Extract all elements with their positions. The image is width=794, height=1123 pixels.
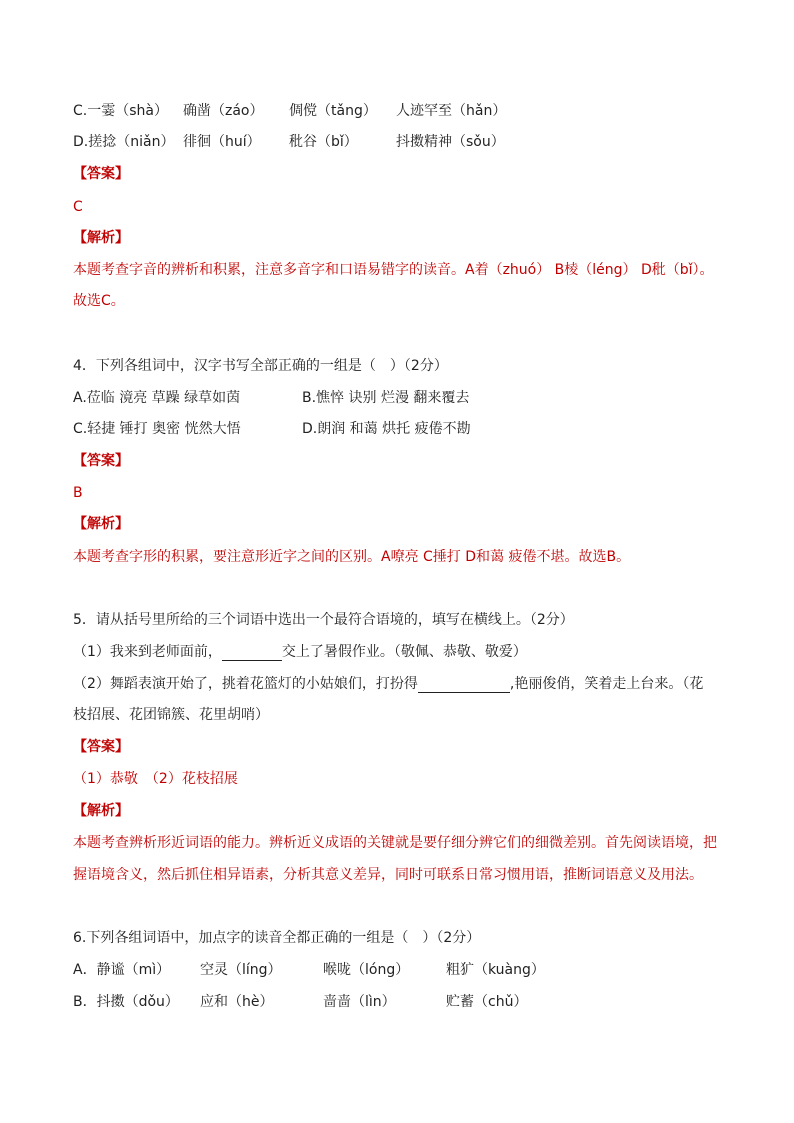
q3-c-item: 倜傥（tǎng） xyxy=(289,103,377,119)
q4-option-a: A.莅临 滰亮 草躁 绿草如茵 xyxy=(73,390,241,406)
q5-analysis-line-1: 本题考查辨析形近词语的能力。辨析近义成语的关键就是要仔细分辨它们的细微差别。首先阅读语境，把 xyxy=(73,835,717,851)
q4-option-d: D.朗润 和蔼 烘托 疲倦不勘 xyxy=(302,421,471,437)
q4-option-c: C.轻捷 锤打 奥密 恍然大悟 xyxy=(73,421,241,437)
q5-s2-before: （2）舞蹈表演开始了，挑着花篮灯的小姑娘们，打扮得 xyxy=(73,676,418,692)
q5-sentence-2-cont: 枝招展、花团锦簇、花里胡哨） xyxy=(73,707,269,723)
q5-s1-after: 交上了暑假作业。（敬佩、恭敬、敬爱） xyxy=(281,644,527,660)
q5-analysis-line-2: 握语境含义，然后抓住相异语素，分析其意义差异，同时可联系日常习惯用语，推断词语意义及用法。 xyxy=(73,867,703,883)
q4-options-cd xyxy=(73,420,471,438)
q5-s2-after: ,艳丽俊俏，笑着走上台来。（花 xyxy=(509,676,704,692)
q5-blank-2[interactable] xyxy=(418,678,510,693)
q6-b-item: 应和（hè） xyxy=(200,994,274,1010)
q3-d-item: 徘徊（huí） xyxy=(183,134,261,150)
q5-sentence-2 xyxy=(73,675,703,693)
q4-analysis-tag: 【解析】 xyxy=(73,516,129,532)
q3-answer-tag: 【答案】 xyxy=(73,166,129,182)
q6-a-item: 喉咙（lóng） xyxy=(323,962,410,978)
q3-analysis-tag: 【解析】 xyxy=(73,230,129,246)
q3-c-item: 确凿（záo） xyxy=(183,103,264,119)
q5-answer-tag: 【答案】 xyxy=(73,739,129,755)
q4-option-b: B.憔悴 诀别 烂漫 翻来覆去 xyxy=(302,390,470,406)
q3-d-item: 抖擞精神（sǒu） xyxy=(396,134,505,150)
q3-option-c xyxy=(73,102,506,120)
q4-answer: B xyxy=(73,485,83,501)
q4-analysis-text: 本题考查字形的积累，要注意形近字之间的区别。A嘹亮 C捶打 D和蔼 疲倦不堪。故选B。 xyxy=(73,549,631,565)
q3-d-item: 秕谷（bǐ） xyxy=(289,134,358,150)
q3-answer: C xyxy=(73,199,83,215)
q6-option-b xyxy=(73,993,527,1011)
q6-a-item: A．静谧（mì） xyxy=(73,962,171,978)
q3-d-item: D.搓捻（niǎn） xyxy=(73,134,175,150)
q5-s1-before: （1）我来到老师面前， xyxy=(73,644,222,660)
q3-c-item: C.一霎（shà） xyxy=(73,103,168,119)
q5-stem: 5．请从括号里所给的三个词语中选出一个最符合语境的，填写在横线上。（2分） xyxy=(73,612,574,628)
q6-b-item: 啬啬（lìn） xyxy=(323,994,396,1010)
q5-sentence-1 xyxy=(73,643,527,661)
q6-stem: 6.下列各组词语中，加点字的读音全都正确的一组是（ ）（2分） xyxy=(73,930,481,946)
q3-option-d xyxy=(73,133,505,151)
q4-answer-tag: 【答案】 xyxy=(73,453,129,469)
q5-analysis-tag: 【解析】 xyxy=(73,803,129,819)
q6-a-item: 空灵（líng） xyxy=(200,962,282,978)
q6-a-item: 粗犷（kuàng） xyxy=(446,962,545,978)
q6-b-item: B．抖擞（dǒu） xyxy=(73,994,179,1010)
q4-options-ab xyxy=(73,389,469,407)
q3-c-item: 人迹罕至（hǎn） xyxy=(396,103,507,119)
q5-answer: （1）恭敬 （2）花枝招展 xyxy=(73,771,238,787)
q6-b-item: 贮蓄（chǔ） xyxy=(446,994,528,1010)
q6-option-a xyxy=(73,961,545,979)
q3-analysis-conclusion: 故选C。 xyxy=(73,293,125,309)
q4-stem: 4．下列各组词中，汉字书写全部正确的一组是（ ）（2分） xyxy=(73,358,448,374)
q5-blank-1[interactable] xyxy=(222,646,282,661)
q3-analysis-text: 本题考查字音的辨析和积累，注意多音字和口语易错字的读音。A着（zhuó） B棱（léng） D秕（bǐ）。 xyxy=(73,262,714,278)
